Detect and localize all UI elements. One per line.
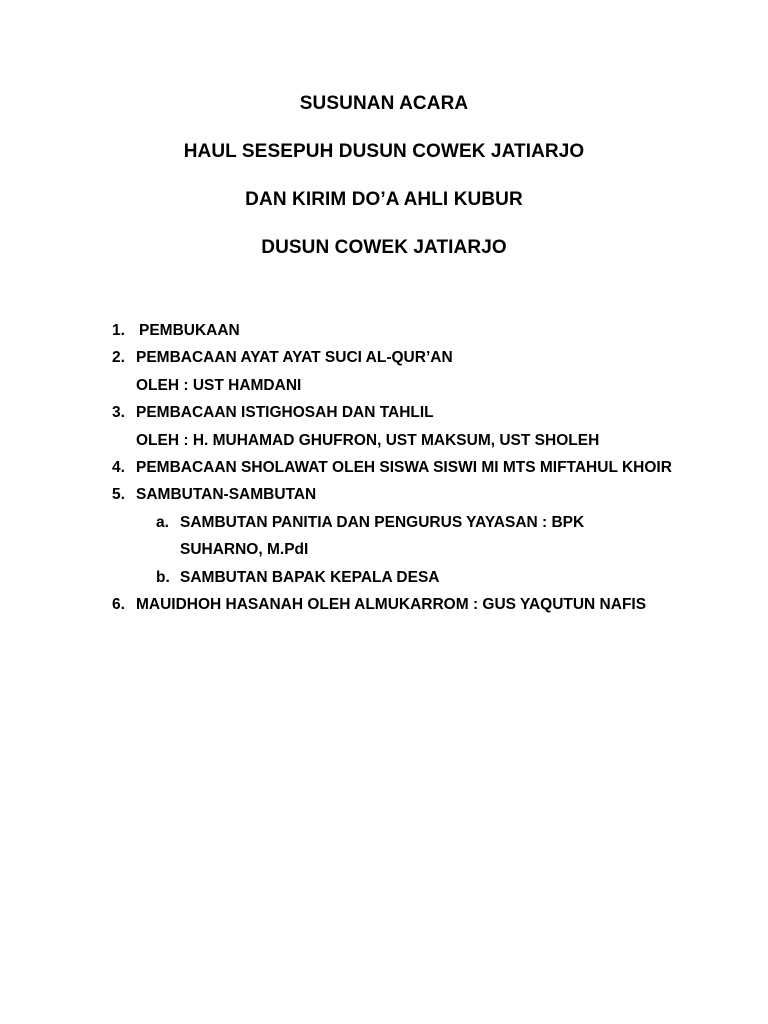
- sub-agenda-text: SAMBUTAN PANITIA DAN PENGURUS YAYASAN : BPK SUHARNO, M.PdI: [180, 513, 585, 559]
- agenda-number: 4.: [112, 459, 125, 477]
- agenda-detail: OLEH : H. MUHAMAD GHUFRON, UST MAKSUM, UST SHOLEH: [136, 431, 600, 449]
- agenda-list: [112, 317, 712, 618]
- agenda-text: PEMBACAAN SHOLAWAT OLEH SISWA SISWI MI MTS MIFTAHUL KHOIR: [136, 459, 672, 477]
- sub-agenda-list: [156, 509, 712, 591]
- agenda-number: 1.: [112, 322, 125, 339]
- agenda-item-4: [112, 454, 712, 481]
- agenda-number: 2.: [112, 349, 125, 367]
- agenda-item-1: [112, 317, 712, 344]
- sub-agenda-letter: b.: [156, 568, 170, 586]
- agenda-number: 6.: [112, 596, 125, 614]
- agenda-text: MAUIDHOH HASANAH OLEH ALMUKARROM : GUS YAQUTUN NAFIS: [136, 596, 647, 614]
- sub-agenda-text: SAMBUTAN BAPAK KEPALA DESA: [180, 568, 440, 586]
- title-line-3: DAN KIRIM DO’A AHLI KUBUR: [245, 189, 523, 210]
- agenda-text: SAMBUTAN-SAMBUTAN: [136, 486, 317, 504]
- document-title: [0, 94, 768, 286]
- sub-agenda-item-b: [156, 564, 712, 591]
- title-line-1: SUSUNAN ACARA: [299, 93, 469, 114]
- agenda-text: PEMBUKAAN: [139, 322, 240, 339]
- agenda-item-5: [112, 481, 712, 591]
- agenda-text: PEMBACAAN AYAT AYAT SUCI AL-QUR’AN: [136, 349, 453, 367]
- sub-agenda-letter: a.: [156, 513, 169, 531]
- title-line-4: DUSUN COWEK JATIARJO: [261, 237, 507, 258]
- agenda-number: 5.: [112, 486, 125, 504]
- agenda-item-6: [112, 591, 712, 618]
- title-line-2: HAUL SESEPUH DUSUN COWEK JATIARJO: [183, 141, 585, 162]
- agenda-item-2: [112, 344, 712, 399]
- agenda-item-3: [112, 399, 712, 454]
- agenda-text: PEMBACAAN ISTIGHOSAH DAN TAHLIL: [136, 404, 434, 422]
- agenda-number: 3.: [112, 404, 125, 422]
- agenda-detail: OLEH : UST HAMDANI: [136, 376, 302, 394]
- sub-agenda-item-a: [156, 509, 712, 564]
